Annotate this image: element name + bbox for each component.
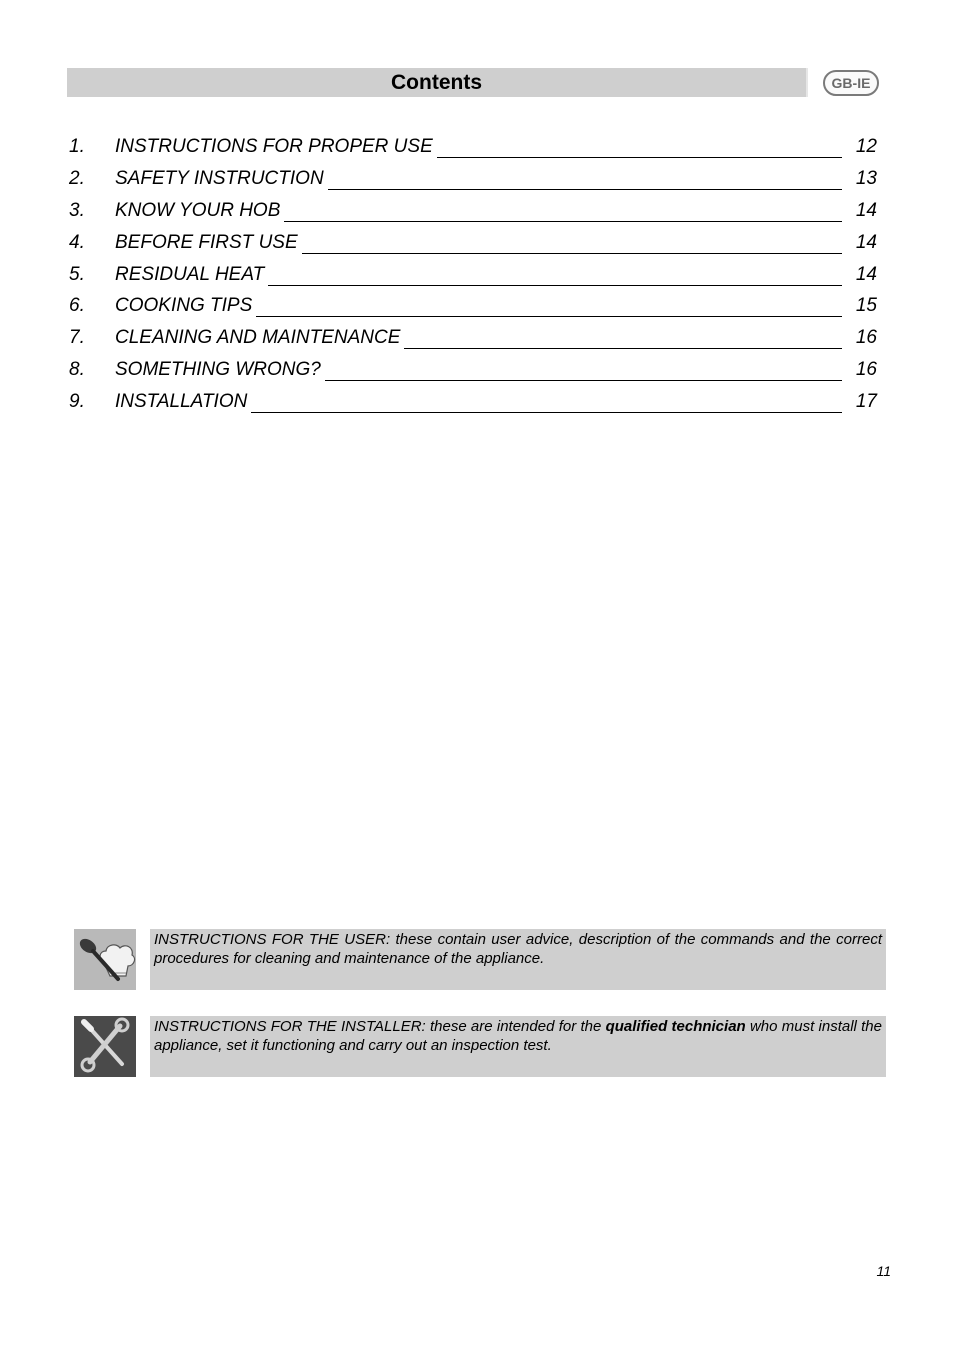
toc-entry-page: 14 <box>855 199 877 221</box>
user-instructions-note <box>150 929 886 990</box>
toc-entry-page: 16 <box>855 327 877 349</box>
header-divider <box>806 68 808 97</box>
qualified-technician-emphasis: qualified technician <box>605 1018 746 1035</box>
toc-entry[interactable] <box>67 196 879 228</box>
toc-entry-label: SAFETY INSTRUCTION <box>115 168 328 190</box>
page-title: Contents <box>391 71 482 94</box>
toc-entry-label: KNOW YOUR HOB <box>115 200 284 222</box>
toc-entry-number: 5. <box>69 263 85 285</box>
toc-entry-label: RESIDUAL HEAT <box>115 264 268 286</box>
tools-icon <box>74 1016 136 1077</box>
toc-entry[interactable] <box>67 323 879 355</box>
chef-spoon-icon <box>74 929 136 990</box>
toc-entry-label: SOMETHING WRONG? <box>115 359 325 381</box>
toc-entry-page: 15 <box>855 295 877 317</box>
installer-instructions-text-end: who must install the appliance, set it functioning and carry out an inspection test. <box>154 1018 882 1054</box>
toc-entry-page: 16 <box>855 359 877 381</box>
language-badge: GB-IE <box>823 70 879 96</box>
toc-entry[interactable] <box>67 164 879 196</box>
toc-entry-page: 17 <box>855 391 877 413</box>
toc-entry-number: 4. <box>69 231 85 253</box>
toc-entry-label: INSTRUCTIONS FOR PROPER USE <box>115 136 437 158</box>
toc-entry[interactable] <box>67 291 879 323</box>
toc-entry-page: 14 <box>855 231 877 253</box>
toc-entry-page: 13 <box>855 167 877 189</box>
toc-entry-number: 6. <box>69 295 85 317</box>
toc-entry-number: 9. <box>69 391 85 413</box>
toc-entry[interactable] <box>67 260 879 292</box>
toc-entry-page: 12 <box>855 136 877 157</box>
toc-entry-label: COOKING TIPS <box>115 295 256 317</box>
toc-entry-page: 14 <box>855 263 877 285</box>
toc-entry-label: CLEANING AND MAINTENANCE <box>115 327 404 349</box>
toc-entry[interactable] <box>67 228 879 260</box>
user-instructions-text: INSTRUCTIONS FOR THE USER: these contain user advice, description of the commands and the correct procedures for cleaning and maintenance of the appliance. <box>154 931 882 967</box>
toc-entry[interactable] <box>67 387 879 419</box>
toc-entry-label: BEFORE FIRST USE <box>115 232 302 254</box>
table-of-contents <box>67 132 879 419</box>
installer-instructions-note <box>150 1016 886 1077</box>
toc-entry-number: 8. <box>69 359 85 381</box>
toc-entry[interactable] <box>67 132 879 164</box>
page-number: 11 <box>876 1263 891 1279</box>
installer-instructions-text-start: INSTRUCTIONS FOR THE INSTALLER: these are intended for the <box>154 1018 606 1035</box>
toc-entry-number: 3. <box>69 199 85 221</box>
toc-entry-number: 1. <box>69 136 85 157</box>
toc-entry-number: 2. <box>69 167 85 189</box>
toc-entry-label: INSTALLATION <box>115 391 251 413</box>
toc-entry[interactable] <box>67 355 879 387</box>
toc-entry-number: 7. <box>69 327 85 349</box>
